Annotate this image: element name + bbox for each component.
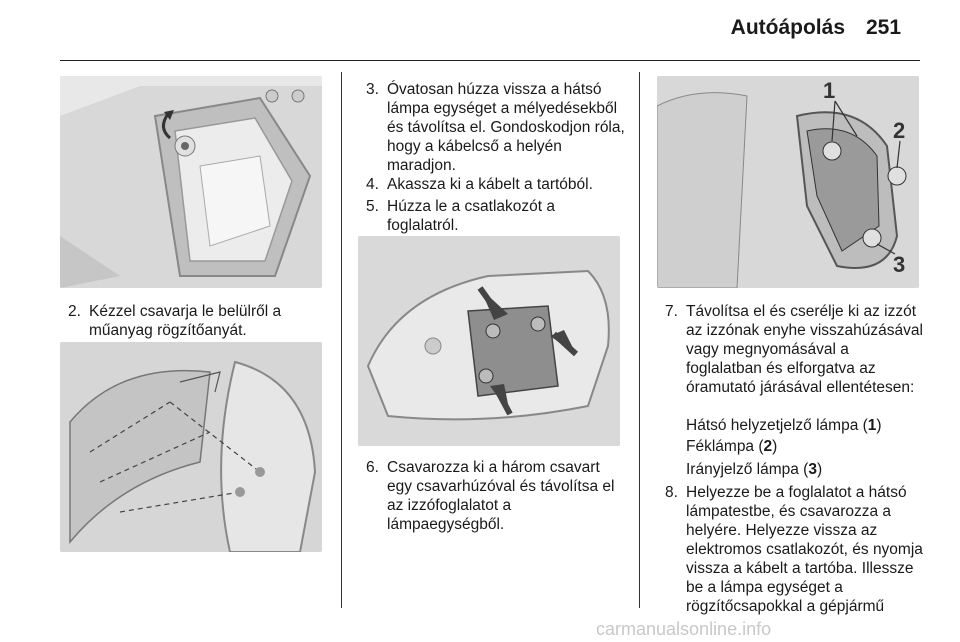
lamp-2-close: ) [772, 438, 778, 455]
page-number: 251 [866, 16, 902, 39]
step-3-number: 3. [366, 81, 379, 98]
step-7-text: Távolítsa el és cserélje ki az izzót az izzónak enyhe visszahúzásával vagy megnyomásával a foglalatban és elforgatva az óramutató járásával ellentétesen: [686, 303, 923, 396]
lamp-2-label: Féklámpa ( [686, 438, 764, 455]
step-4 [366, 175, 628, 194]
figure-rear-nut-illustration [60, 76, 322, 288]
header-rule [60, 60, 920, 61]
figure-socket-screws-illustration [358, 236, 620, 446]
lamp-3-ref: 3 [808, 461, 817, 478]
step-6-text: Csavarozza ki a három csavart egy csavarhúzóval és távolítsa el az izzófoglalatot a lámpaegységből. [387, 459, 615, 533]
lamp-3-line [686, 460, 926, 479]
lamp-1-label: Hátsó helyzetjelző lámpa ( [686, 417, 868, 434]
socket-screws-drawing [358, 236, 620, 446]
step-3 [366, 80, 628, 175]
step-7 [665, 302, 927, 397]
callout-1: 1 [823, 78, 836, 103]
step-4-number: 4. [366, 176, 379, 193]
lamp-2-ref: 2 [763, 438, 773, 455]
step-2-text: Kézzel csavarja le belülről a műanyag rögzítőanyát. [89, 303, 282, 339]
step-4-text: Akassza ki a kábelt a tartóból. [387, 176, 593, 193]
step-3-text: Óvatosan húzza vissza a hátsó lámpa egységet a mélyedésekből és távolítsa el. Gondoskodjon róla, hogy a kábelcső a helyén maradjon. [387, 81, 625, 174]
figure-lamp-removal-illustration [60, 342, 322, 552]
figure-bulb-positions-illustration [657, 76, 919, 288]
column-divider-right [639, 72, 640, 608]
step-8 [665, 483, 927, 616]
step-8-text: Helyezze be a foglalatot a hátsó lámpatestbe, és csavarozza a helyére. Helyezze vissza az elektromos csatlakozót, és nyomja vissza a kábelt a tartóba. Illessze be a lámpa egységet a rögzítőcsapokkal a gépjármű [686, 484, 923, 615]
rear-nut-drawing [60, 76, 322, 288]
step-2 [68, 302, 330, 340]
callout-3: 3 [893, 252, 906, 277]
lamp-3-label: Irányjelző lámpa ( [686, 461, 809, 478]
column-divider-left [341, 72, 342, 608]
lamp-1-close: ) [876, 417, 882, 434]
step-6-number: 6. [366, 459, 379, 476]
step-7-number: 7. [665, 303, 678, 320]
step-2-number: 2. [68, 303, 81, 320]
step-6 [366, 458, 628, 534]
step-5-number: 5. [366, 198, 379, 215]
page-header-title: Autóápolás [730, 16, 845, 39]
lamp-1-line [686, 416, 926, 435]
lamp-2-line [686, 437, 926, 456]
bulb-positions-drawing [657, 76, 919, 288]
watermark-text: carmanualsonline.info [596, 619, 772, 639]
lamp-removal-drawing [60, 342, 322, 552]
step-5 [366, 197, 628, 235]
step-5-text: Húzza le a csatlakozót a foglalatról. [387, 198, 556, 234]
step-8-number: 8. [665, 484, 678, 501]
lamp-1-ref: 1 [867, 417, 877, 434]
callout-2: 2 [893, 118, 906, 143]
lamp-3-close: ) [816, 461, 823, 478]
